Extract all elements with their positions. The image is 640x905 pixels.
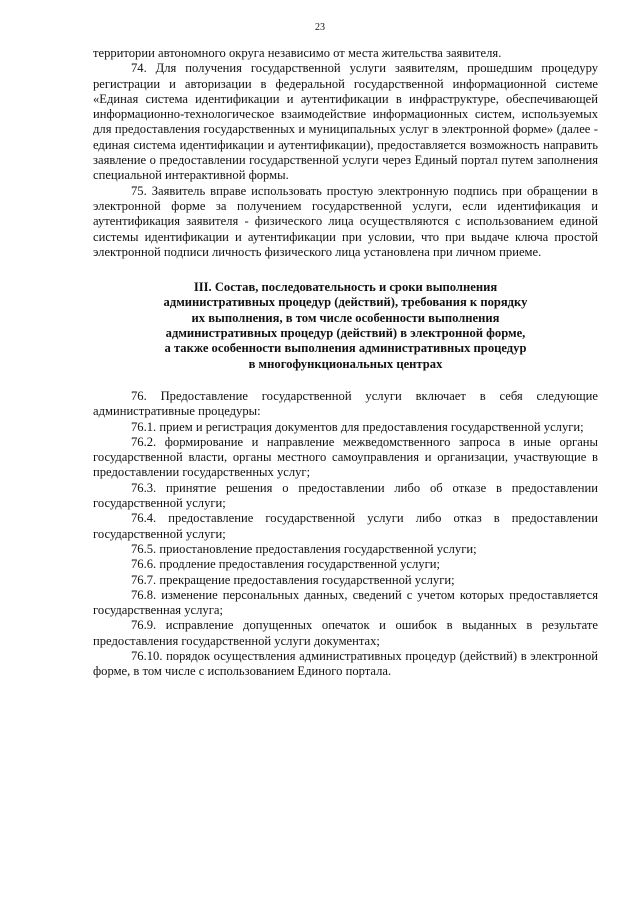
paragraph-76-2: 76.2. формирование и направление межведомственного запроса в иные органы государственной власти, органы местного самоуправления и организации, участвующие в предоставлении государственных услуг; (93, 434, 598, 480)
paragraph-76-4: 76.4. предоставление государственной услуги либо отказ в предоставлении государственной услуги; (93, 511, 598, 541)
paragraph-76-3: 76.3. принятие решения о предоставлении либо об отказе в предоставлении государственной услуги; (93, 480, 598, 511)
paragraph-76-5: 76.5. приостановление предоставления государственной услуги; (131, 541, 477, 556)
paragraph-74: 74. Для получения государственной услуги заявителям, прошедшим процедуру регистрации и авторизации в федеральной государственной информационной системе «Единая система идентификации и аутентификации в инфраструктуре, обеспечивающей информационно-технологическое взаимодействие информационных систем, используемых для предоставления государственных и муниципальных услуг в электронной форме» (далее - единая система идентификации и аутентификации), предоставляется возможность направить заявление о предоставлении государственной услуги через Единый портал путем заполнения специальной интерактивной формы. (93, 61, 598, 183)
section-heading-line: III. Состав, последовательность и сроки выполнения (193, 280, 498, 295)
section-heading (93, 280, 598, 372)
paragraph-76: 76. Предоставление государственной услуги включает в себя следующие административные процедуры: (93, 388, 598, 419)
document-body (93, 46, 598, 680)
paragraph-76-9: 76.9. исправление допущенных опечаток и ошибок в выданных в результате предоставления государственной услуги документах; (93, 618, 598, 648)
paragraph-continuation: территории автономного округа независимо от места жительства заявителя. (93, 46, 502, 60)
section-heading-line: административных процедур (действий) в электронной форме, (165, 326, 526, 341)
section-heading-line: их выполнения, в том числе особенности выполнения (191, 310, 500, 325)
paragraph-76-7: 76.7. прекращение предоставления государственной услуги; (131, 572, 455, 587)
section-heading-line: в многофункциональных центрах (248, 356, 443, 371)
paragraph-76-6: 76.6. продление предоставления государственной услуги; (131, 557, 440, 572)
paragraph-75: 75. Заявитель вправе использовать простую электронную подпись при обращении в электронной форме за получением государственной услуги, если идентификация и аутентификация заявителя - физического лица осуществляются с использованием единой системы идентификации и аутентификации при условии, что при выдаче ключа простой электронной подписи личность физического лица установлена при личном приеме. (93, 183, 598, 259)
section-heading-line: административных процедур (действий), требования к порядку (163, 295, 528, 310)
paragraph-76-8: 76.8. изменение персональных данных, сведений с учетом которых предоставляется государственная услуга; (93, 587, 598, 618)
paragraph-76-1: 76.1. прием и регистрация документов для предоставления государственной услуги; (131, 419, 584, 434)
page-number: 23 (315, 22, 325, 33)
section-heading-line: а также особенности выполнения административных процедур (164, 341, 527, 356)
paragraph-76-10: 76.10. порядок осуществления административных процедур (действий) в электронной форме, в том числе с использованием Единого портала. (93, 648, 598, 679)
